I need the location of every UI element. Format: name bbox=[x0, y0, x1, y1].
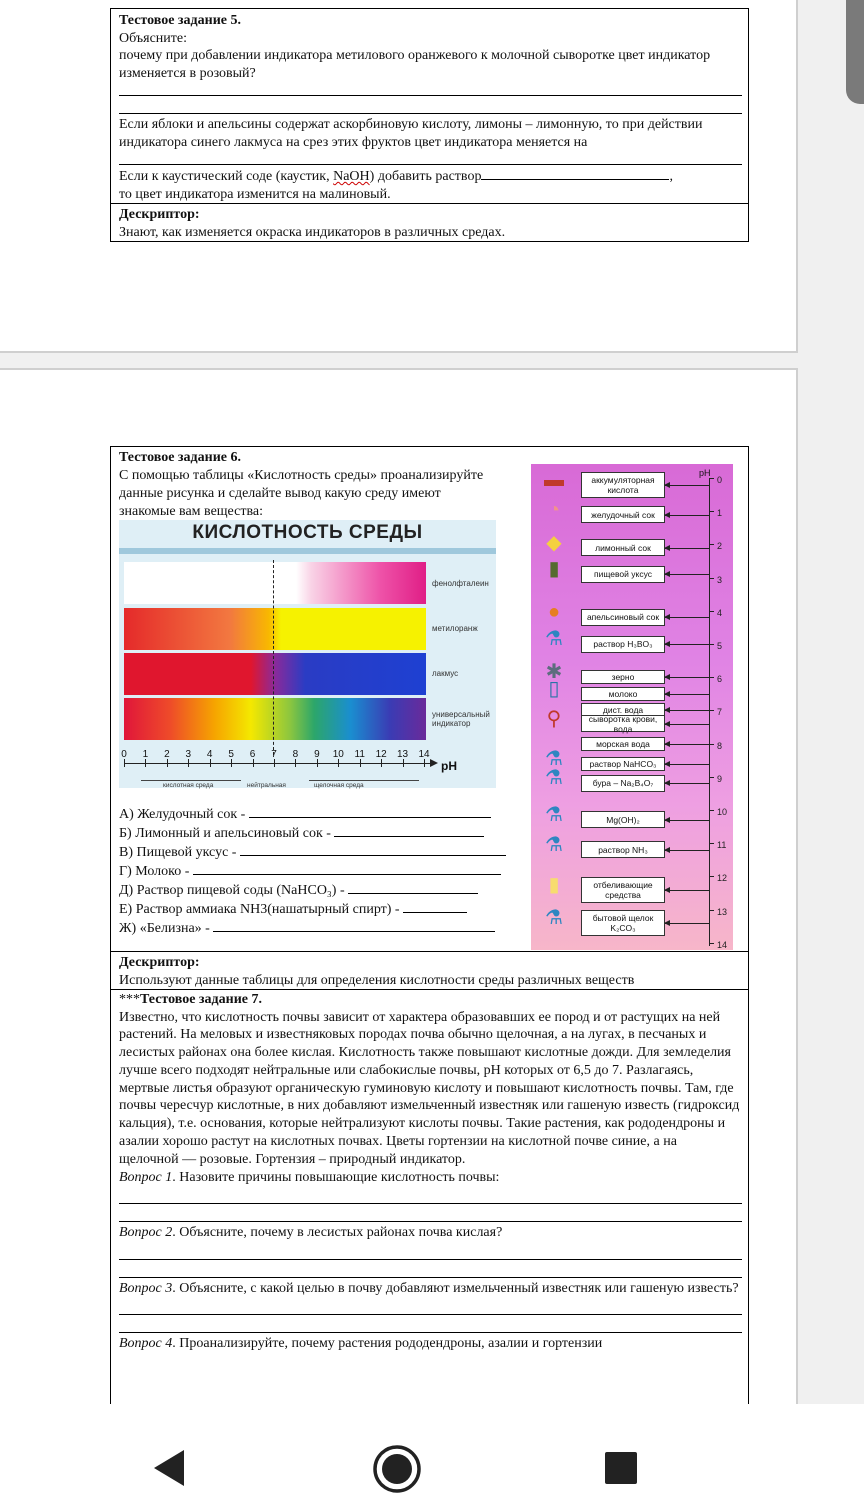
substance-picture-icon: ▮ bbox=[548, 558, 560, 581]
ph-tick bbox=[709, 777, 714, 778]
ph-tick-label: 10 bbox=[717, 807, 728, 817]
answer-item-e: Д) Раствор пищевой соды (NaHCO₃) - bbox=[119, 881, 506, 900]
task6-title: Тестовое задание 6. bbox=[119, 450, 241, 465]
ph-tick bbox=[709, 644, 714, 645]
ph-substance-label: аккумуляторная кислота bbox=[581, 472, 665, 498]
task5-question3: Если к каустический соде (каустик, NaOH) добавить раствор , bbox=[119, 169, 673, 184]
ph-tick-label: 2 bbox=[717, 541, 723, 552]
ph-arrow bbox=[665, 923, 709, 924]
scale-number: 14 bbox=[418, 749, 430, 760]
ph-arrow bbox=[665, 820, 709, 821]
task6-header bbox=[119, 449, 489, 521]
answer-blank[interactable] bbox=[213, 919, 495, 932]
ph-arrow bbox=[665, 710, 709, 711]
ph-substance-label: раствор NH₃ bbox=[581, 841, 665, 858]
ph-arrow bbox=[665, 890, 709, 891]
ph-substance-label: морская вода bbox=[581, 737, 665, 751]
task6-table bbox=[110, 446, 749, 1411]
zone-acid: кислотная среда bbox=[163, 782, 214, 789]
answer-item-g: Ж) «Белизна» - bbox=[119, 919, 506, 938]
zone-alkaline: щелочная среда bbox=[314, 782, 364, 789]
zone-bracket bbox=[309, 780, 419, 781]
task7-q2: Вопрос 2. Объясните, почему в лесистых районах почва кислая? bbox=[119, 1225, 503, 1241]
answer-line[interactable] bbox=[119, 1264, 742, 1278]
ph-scale-label: pH bbox=[441, 759, 457, 773]
answer-line[interactable] bbox=[119, 1190, 742, 1204]
back-button[interactable] bbox=[152, 1448, 186, 1493]
ph-tick-label: 6 bbox=[717, 674, 723, 685]
ph-tick bbox=[709, 511, 714, 512]
litmus-strip bbox=[124, 653, 426, 695]
substance-picture-icon: ⚗ bbox=[545, 906, 563, 929]
scale-number: 1 bbox=[142, 749, 149, 760]
answer-blank[interactable] bbox=[334, 824, 484, 837]
scale-number: 0 bbox=[121, 749, 127, 760]
answer-line[interactable] bbox=[119, 1319, 742, 1333]
task5-table bbox=[110, 8, 749, 242]
ph-tick-label: 13 bbox=[717, 906, 728, 917]
answer-blank[interactable] bbox=[249, 805, 491, 818]
descriptor-title: Дескриптор: bbox=[119, 955, 200, 970]
ph-arrow bbox=[665, 515, 709, 516]
ph-tick-label: 9 bbox=[717, 773, 723, 784]
descriptor-text: Используют данные таблицы для определения кислотности среды различных веществ bbox=[119, 972, 635, 988]
ph-substance-label: дист. вода bbox=[581, 703, 665, 717]
scale-number: 9 bbox=[314, 749, 320, 760]
task5-intro: Объясните: bbox=[119, 30, 187, 46]
ph-arrow bbox=[665, 694, 709, 695]
ph-arrow bbox=[665, 724, 709, 725]
substance-picture-icon: ⚗ bbox=[545, 833, 563, 856]
ph-tick-label: 5 bbox=[717, 641, 723, 651]
ph-tick bbox=[709, 544, 714, 545]
substance-picture-icon: ▯ bbox=[548, 677, 560, 700]
android-nav-bar bbox=[0, 1404, 864, 1499]
ph-arrow bbox=[665, 764, 709, 765]
ph-tick bbox=[709, 810, 714, 811]
ph-substance-label: молоко bbox=[581, 687, 665, 701]
task7-title: ***Тестовое задание 7. bbox=[119, 992, 262, 1007]
back-triangle-icon bbox=[152, 1448, 186, 1488]
substance-picture-icon: ▮ bbox=[548, 873, 560, 896]
answer-blank[interactable] bbox=[348, 881, 478, 894]
substance-picture-icon: ⚗ bbox=[545, 803, 563, 826]
scale-number: 11 bbox=[354, 749, 365, 760]
ph-arrow bbox=[665, 548, 709, 549]
ph-arrow bbox=[665, 485, 709, 486]
ph-tick bbox=[709, 677, 714, 678]
ph-arrow bbox=[665, 644, 709, 645]
scale-number: 4 bbox=[206, 749, 213, 760]
ph-substance-label: сыворотка крови, вода bbox=[581, 715, 665, 732]
ph-tick-label: 1 bbox=[717, 508, 723, 519]
substance-picture-icon: ⚗ bbox=[545, 628, 563, 650]
ph-substance-label: желудочный сок bbox=[581, 506, 665, 523]
task6-body bbox=[111, 447, 748, 952]
universal-indicator-strip bbox=[124, 698, 426, 740]
acidity-figure bbox=[119, 520, 496, 788]
substance-picture-icon: ⚲ bbox=[546, 707, 562, 730]
task5-question1: почему при добавлении индикатора метилового оранжевого к молочной сыворотке цвет индикатор изменяется в розовый? bbox=[119, 48, 711, 81]
task7-text: Известно, что кислотность почвы зависит от характера образовавших ее пород и от растущих на ней растений. На меловых и известняковых породах почва обычно щелочная, а на лугах, в песчаных и лесистых районах она более кислая. Кислотность также повышают кислотные дожди. Для земледелия лучше всего подходят нейтральные или слабокислые почвы, pH которых от 6,5 до 7. Разлагаясь, мертвые листья образуют органическую гуминовую кислоту и повышают кислотность почвы. Там, где почвы чересчур кислотные, в них добавляют измельченный известняк или гашеную известь (гидроксид кальция), т.е. основания, которые нейтрализуют кислоты почвы. Такие растения, как рододендроны и азалии хорошо растут на кислотных почвах. Цветы гортензии на кислотной почве синие, а на щелочной — розовые. Гортензия – природный индикатор. bbox=[119, 1009, 740, 1167]
neutral-dashed-line bbox=[273, 560, 274, 755]
indicator-label: лакмус bbox=[432, 669, 459, 678]
task5-descriptor bbox=[111, 204, 748, 241]
task7-q4: Вопрос 4. Проанализируйте, почему растения рододендроны, азалии и гортензии bbox=[119, 1336, 603, 1352]
ph-tick bbox=[709, 744, 714, 745]
answer-line[interactable] bbox=[119, 1301, 742, 1315]
answer-blank[interactable] bbox=[403, 900, 467, 913]
substance-picture-icon: ◆ bbox=[546, 531, 562, 554]
ph-arrow bbox=[665, 617, 709, 618]
task6-descriptor bbox=[111, 952, 748, 990]
document-page-1 bbox=[0, 0, 798, 353]
ph-arrow bbox=[665, 744, 709, 745]
methyl-orange-strip bbox=[124, 608, 426, 650]
ph-tick-label: 14 bbox=[717, 939, 728, 950]
ph-arrow bbox=[665, 574, 709, 575]
zone-neutral: нейтральная bbox=[247, 782, 286, 789]
ph-tick-label: 7 bbox=[717, 707, 723, 718]
answer-blank[interactable] bbox=[193, 862, 501, 875]
answer-line[interactable] bbox=[119, 82, 742, 96]
task5-question2: Если яблоки и апельсины содержат аскорбиновую кислоту, лимоны – лимонную, то при действии индикатора синего лакмуса на срез этих фруктов цвет индикатора меняется на bbox=[119, 117, 703, 150]
ph-tick bbox=[709, 611, 714, 612]
substance-picture-icon: ▬ bbox=[544, 468, 564, 491]
naoh-formula: NaOH bbox=[333, 169, 370, 184]
task7-q3: Вопрос 3. Объясните, с какой целью в почву добавляют измельченный известняк или гашеную известь? bbox=[119, 1280, 739, 1296]
descriptor-title: Дескриптор: bbox=[119, 207, 200, 222]
ph-substance-label: бытовой щелок K₂CO₃ bbox=[581, 910, 665, 936]
ph-tick bbox=[709, 843, 714, 844]
ph-substance-label: пищевой уксус bbox=[581, 566, 665, 583]
scale-number: 13 bbox=[397, 749, 409, 760]
recents-button[interactable] bbox=[604, 1451, 638, 1490]
ph-chart bbox=[531, 464, 733, 950]
ph-substance-label: лимонный сок bbox=[581, 539, 665, 556]
ph-tick-label: 0 bbox=[717, 475, 723, 485]
answer-line[interactable] bbox=[119, 1208, 742, 1222]
ph-arrow bbox=[665, 783, 709, 784]
answer-blank[interactable] bbox=[481, 167, 669, 180]
substance-picture-icon: ⚗ bbox=[545, 767, 563, 790]
task6-answers bbox=[119, 805, 506, 938]
task5-body bbox=[111, 9, 748, 204]
indicator-label: фенолфталеин bbox=[432, 579, 489, 588]
scale-number: 7 bbox=[271, 749, 277, 760]
substance-picture-icon: ⚗ bbox=[545, 747, 563, 770]
ph-axis-label: pH bbox=[699, 468, 711, 478]
ph-substance-label: раствор H₃BO₃ bbox=[581, 636, 665, 653]
task7-q1: Вопрос 1. Назовите причины повышающие кислотность почвы: bbox=[119, 1169, 500, 1185]
answer-line[interactable] bbox=[119, 100, 742, 114]
home-circle-icon bbox=[372, 1444, 422, 1494]
substance-picture-icon: ✱ bbox=[545, 661, 563, 684]
answer-item-a: А) Желудочный сок - bbox=[119, 805, 506, 824]
indicator-label: метилоранж bbox=[432, 624, 478, 633]
ph-substance-label: апельсиновый сок bbox=[581, 609, 665, 626]
answer-blank[interactable] bbox=[240, 843, 506, 856]
answer-line[interactable] bbox=[119, 151, 742, 165]
ph-tick bbox=[709, 710, 714, 711]
substance-picture-icon: ● bbox=[547, 601, 561, 624]
task7-body bbox=[111, 990, 748, 1410]
zone-bracket bbox=[141, 780, 241, 781]
ph-tick-label: 11 bbox=[717, 840, 727, 851]
indicator-label: универсальный индикатор bbox=[432, 710, 490, 728]
scale-number: 6 bbox=[249, 749, 256, 760]
ph-tick-label: 12 bbox=[717, 873, 728, 884]
ph-substance-label: зерно bbox=[581, 670, 665, 684]
task5-question3-end: то цвет индикатора изменится на малиновый. bbox=[119, 186, 391, 202]
answer-item-b: Б) Лимонный и апельсиновый сок - bbox=[119, 824, 506, 843]
scale-number: 5 bbox=[228, 749, 234, 760]
answer-line[interactable] bbox=[119, 1246, 742, 1260]
title-band bbox=[119, 548, 496, 554]
home-button[interactable] bbox=[372, 1444, 422, 1499]
ph-tick bbox=[709, 943, 714, 944]
scale-number: 8 bbox=[292, 749, 299, 760]
descriptor-text: Знают, как изменяется окраска индикаторов в различных средах. bbox=[119, 224, 506, 240]
answer-item-f: Е) Раствор аммиака NH3(нашатырный спирт) - bbox=[119, 900, 506, 919]
ph-tick bbox=[709, 876, 714, 877]
ph-substance-label: бура – Na₂B₄O₇ bbox=[581, 775, 665, 792]
ph-tick-label: 4 bbox=[717, 607, 723, 618]
task5-title: Тестовое задание 5. bbox=[119, 13, 241, 28]
ph-tick bbox=[709, 578, 714, 579]
ph-arrow bbox=[665, 850, 709, 851]
answer-item-d: Г) Молоко - bbox=[119, 862, 506, 881]
ph-scale bbox=[121, 748, 430, 778]
scrollbar-thumb[interactable] bbox=[846, 0, 864, 104]
substance-picture-icon: ◔ bbox=[547, 498, 561, 521]
phenolphthalein-strip bbox=[124, 562, 426, 604]
ph-substance-label: Mg(OH)₂ bbox=[581, 811, 665, 828]
ph-substance-label: отбеливающие средства bbox=[581, 877, 665, 903]
scale-number: 3 bbox=[185, 749, 192, 760]
document-page-2 bbox=[0, 368, 798, 1404]
ph-tick-label: 3 bbox=[717, 574, 723, 585]
recents-square-icon bbox=[604, 1451, 638, 1485]
scale-number: 2 bbox=[164, 749, 170, 760]
answer-item-c: В) Пищевой уксус - bbox=[119, 843, 506, 862]
task6-intro: С помощью таблицы «Кислотность среды» проанализируйте данные рисунка и сделайте вывод какую среду имеют знакомые вам вещества: bbox=[119, 468, 484, 519]
scale-number: 10 bbox=[332, 749, 344, 760]
ph-tick bbox=[709, 478, 714, 479]
ph-tick bbox=[709, 910, 714, 911]
ph-arrow bbox=[665, 677, 709, 678]
acidity-figure-title: КИСЛОТНОСТЬ СРЕДЫ bbox=[192, 522, 423, 543]
ph-substance-label: раствор NaHCO₃ bbox=[581, 757, 665, 771]
scale-number: 12 bbox=[375, 749, 387, 760]
ph-tick-label: 8 bbox=[717, 740, 723, 751]
